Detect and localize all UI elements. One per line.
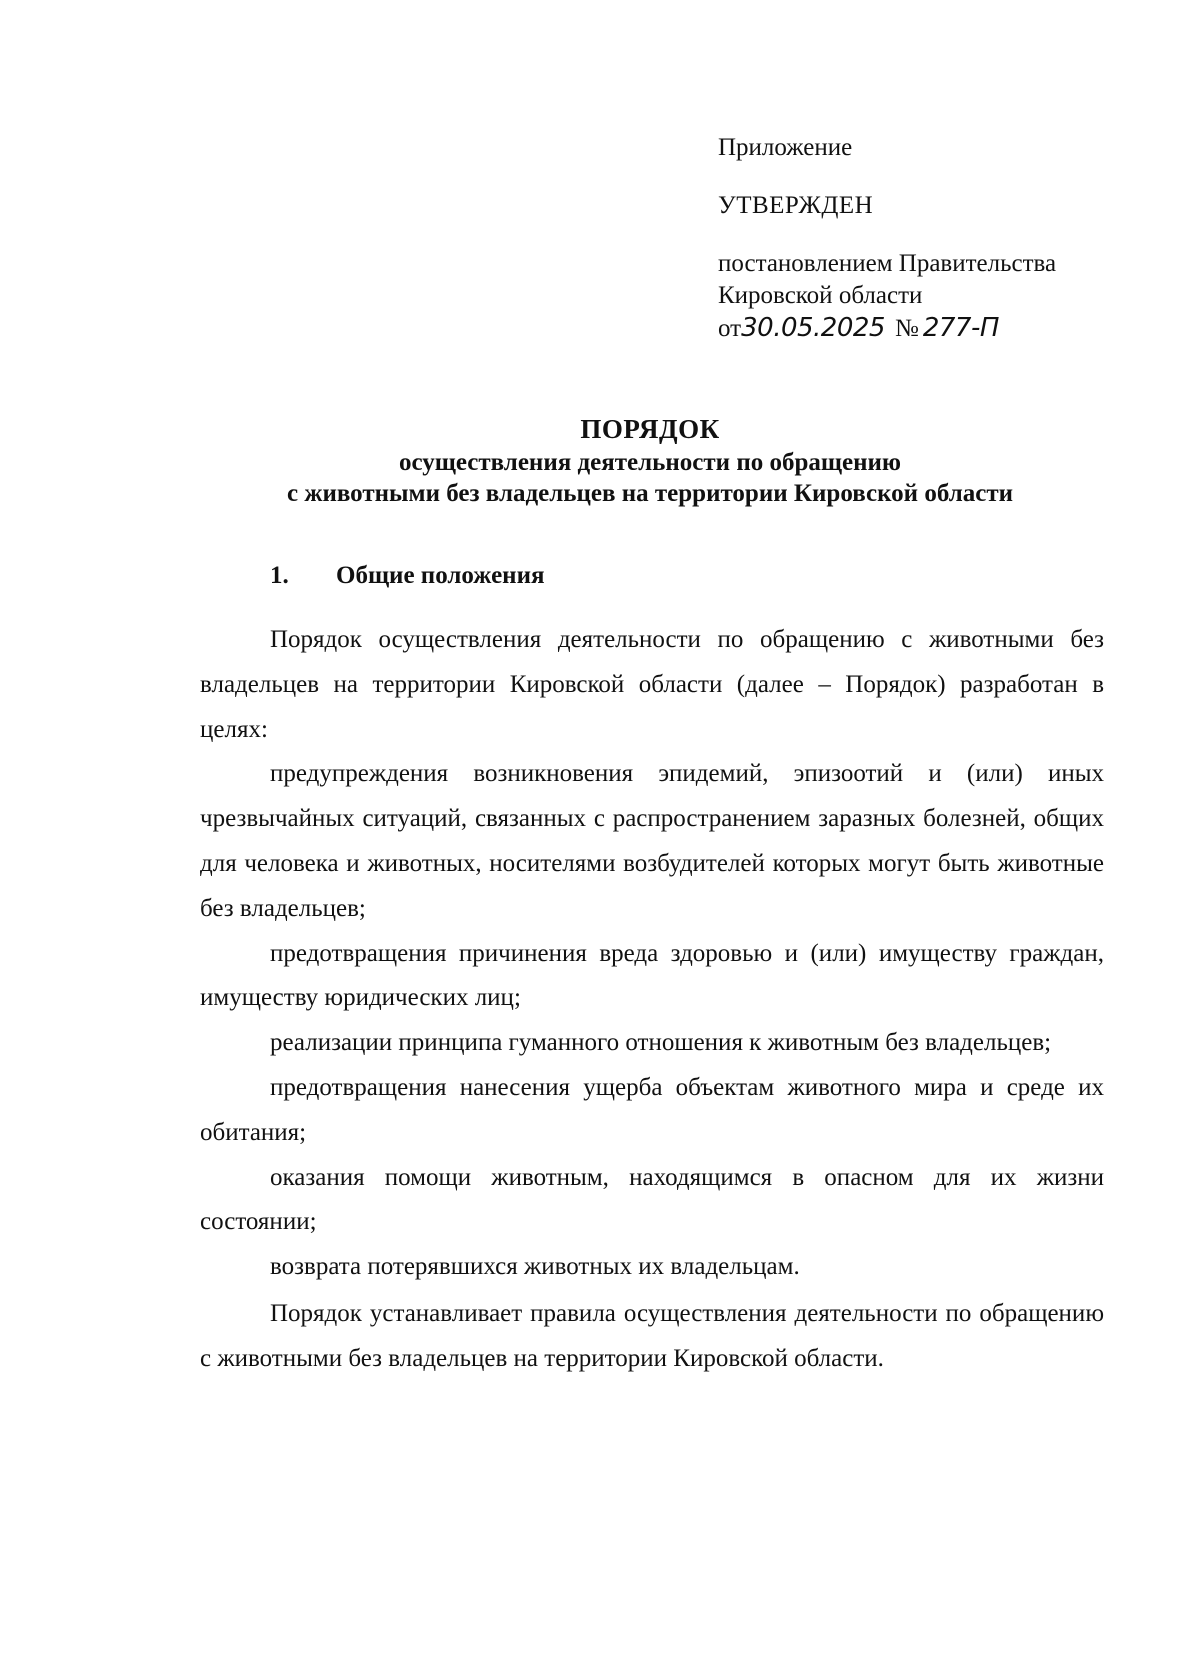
- handwritten-date: 30.05.2025: [741, 313, 885, 343]
- paragraph-goal-epidemics: предупреждения возникновения эпидемий, эпизоотий и (или) иных чрезвычайных ситуаций, связанных с распространением заразных болезней, общих для человека и животных, носителями возбудителей которых могут быть животные без владельцев;: [200, 760, 1104, 922]
- body-text: [200, 618, 1104, 1382]
- paragraph-goal-return: возврата потерявшихся животных их владельцам.: [270, 1253, 800, 1281]
- date-number-line: [718, 312, 1158, 345]
- section-title: Общие положения: [336, 562, 545, 589]
- paragraph-goal-help: оказания помощи животным, находящимся в опасном для их жизни состоянии;: [200, 1163, 1104, 1236]
- resolution-line: постановлением Правительства: [718, 250, 1057, 277]
- paragraph-goal-humane: реализации принципа гуманного отношения к животным без владельцев;: [270, 1029, 1052, 1057]
- paragraph-intro: Порядок осуществления деятельности по обращению с животными без владельцев на территории Кировской области (далее – Порядок) разработан в целях:: [200, 626, 1104, 743]
- handwritten-number: 277-П: [922, 313, 999, 343]
- document-title: [190, 414, 1110, 509]
- region-line: Кировской области: [718, 282, 923, 309]
- date-prefix: от: [718, 315, 742, 342]
- section-heading: [270, 560, 545, 591]
- title-main: ПОРЯДОК: [580, 414, 720, 444]
- approval-block: [718, 132, 1158, 345]
- number-sign: №: [894, 315, 919, 342]
- paragraph-goal-harm: предотвращения причинения вреда здоровью и (или) имуществу граждан, имуществу юридических лиц;: [200, 939, 1104, 1012]
- title-line-1: осуществления деятельности по обращению: [398, 449, 902, 476]
- approved-label: УТВЕРЖДЕН: [718, 192, 874, 219]
- paragraph-goal-wildlife: предотвращения нанесения ущерба объектам животного мира и среде их обитания;: [200, 1073, 1104, 1146]
- section-number: 1.: [270, 562, 289, 589]
- paragraph-scope: Порядок устанавливает правила осуществления деятельности по обращению с животными без владельцев на территории Кировской области.: [200, 1299, 1104, 1372]
- appendix-label: Приложение: [718, 134, 853, 161]
- title-line-2: с животными без владельцев на территории Кировской области: [286, 480, 1014, 507]
